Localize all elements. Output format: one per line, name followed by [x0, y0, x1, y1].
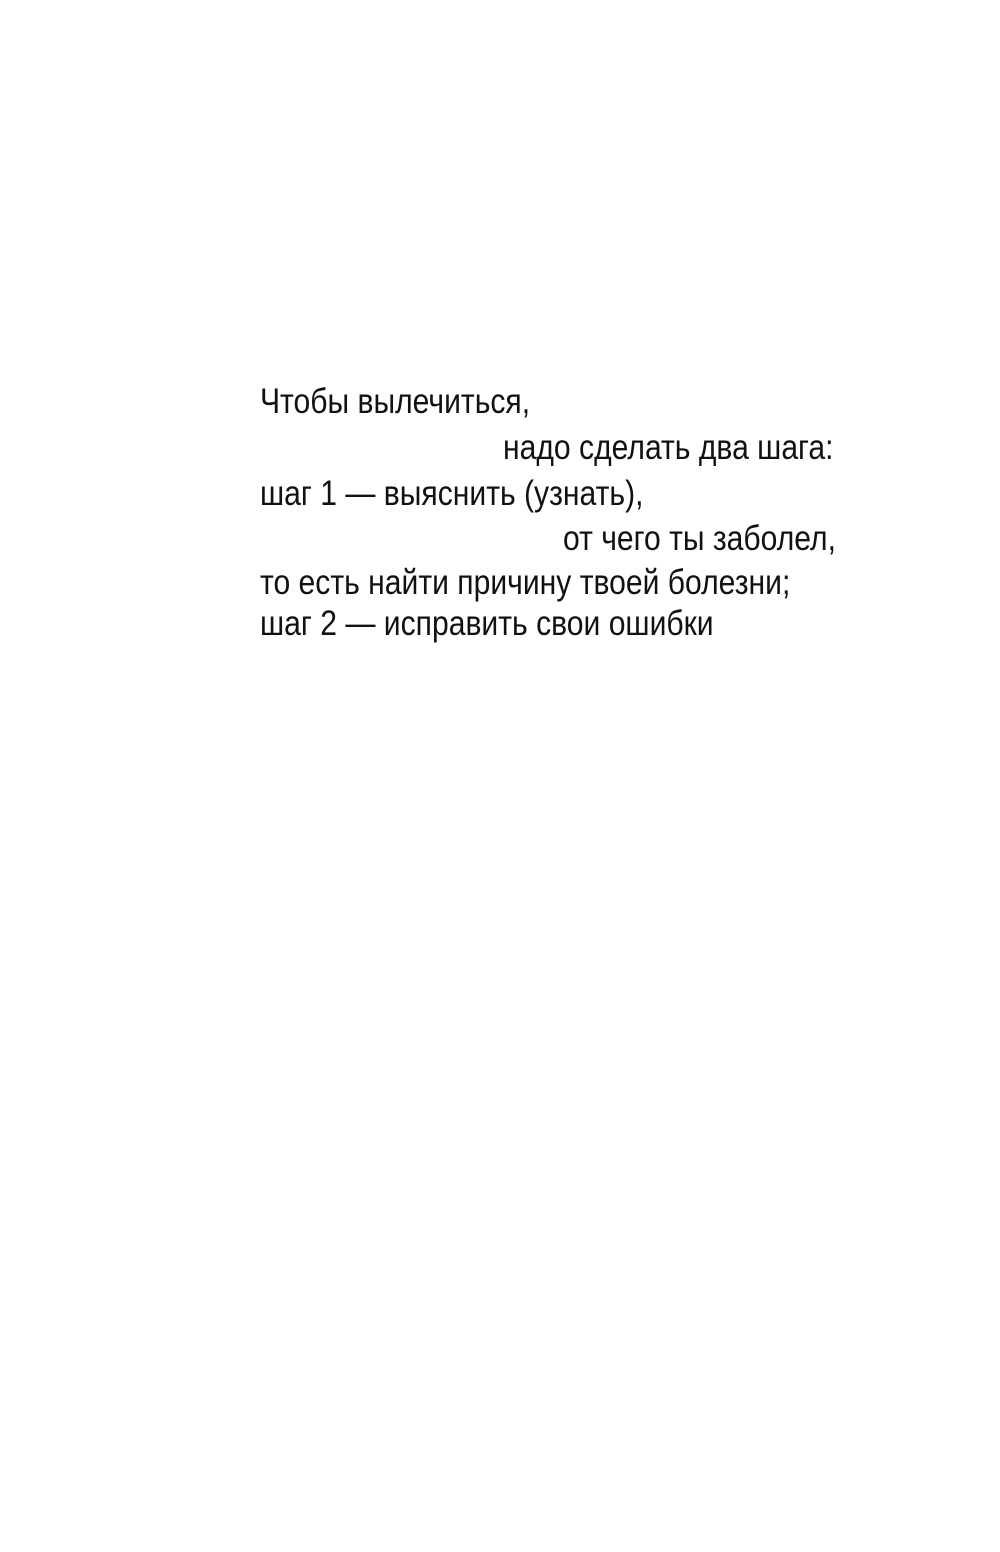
epigraph-line-5: то есть найти причину твоей болезни; — [260, 563, 791, 602]
epigraph-line-1: Чтобы вылечиться, — [260, 382, 531, 421]
epigraph-line-4: от чего ты заболел, — [563, 519, 836, 558]
epigraph-line-2: надо сделать два шага: — [503, 428, 834, 467]
epigraph-line-3: шаг 1 — выяснить (узнать), — [260, 474, 644, 513]
epigraph-line-6: шаг 2 — исправить свои ошибки — [260, 604, 714, 643]
